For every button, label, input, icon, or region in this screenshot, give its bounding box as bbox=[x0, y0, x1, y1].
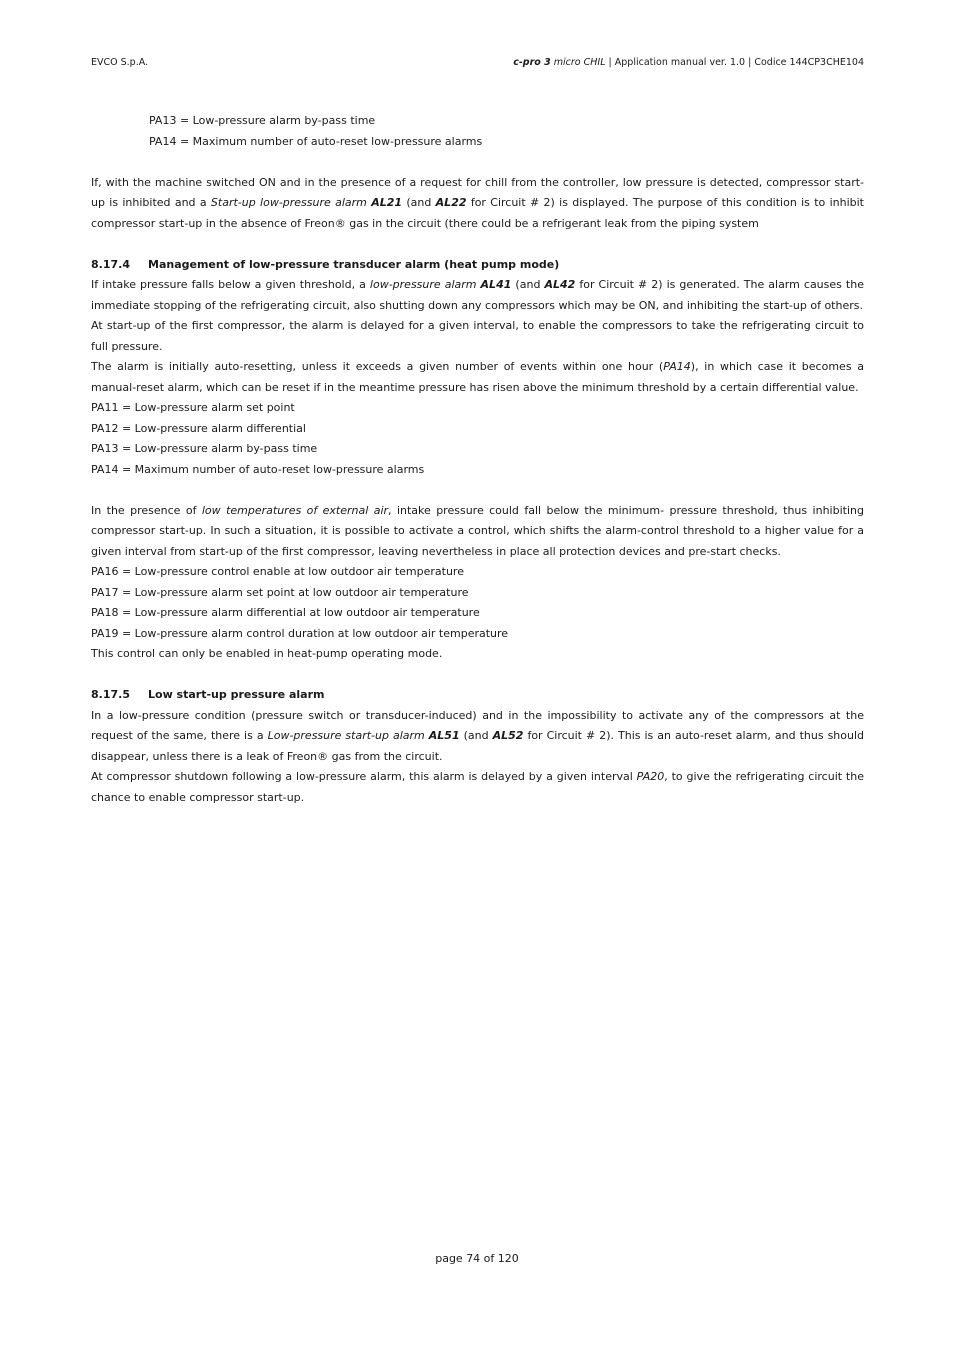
paragraph: In the presence of low temperatures of external air, intake pressure could fall below the minimum- pressure threshold, thus inhibiting compressor start-up. In such a situation, it is possible to activate a control, which shifts the alarm-control threshold to a higher value for a given interval from start-up of the first compressor, leaving nevertheless in place all protection devices and pre-start checks. bbox=[91, 503, 864, 558]
paragraph: In a low-pressure condition (pressure switch or transducer-induced) and in the impossibility to activate any of the compressors at the request of the same, there is a Low-pressure start-up alarm AL51 (and AL52 for Circuit # 2). This is an auto-reset alarm, and thus should disappear, unless there is a leak of Freon® gas from the circuit. bbox=[91, 708, 865, 763]
section-title: Low start-up pressure alarm bbox=[148, 688, 325, 701]
parameter-line: PA16 = Low-pressure control enable at low outdoor air temperature bbox=[91, 565, 464, 578]
parameter-line: PA11 = Low-pressure alarm set point bbox=[91, 401, 295, 414]
paragraph: This control can only be enabled in heat-pump operating mode. bbox=[91, 647, 443, 660]
parameter-line: PA12 = Low-pressure alarm differential bbox=[91, 421, 306, 435]
page-content bbox=[91, 111, 864, 808]
section-heading-8174 bbox=[91, 255, 864, 276]
product-variant: micro CHIL bbox=[553, 57, 606, 68]
parameter-line: PA18 = Low-pressure alarm differential at low outdoor air temperature bbox=[91, 606, 480, 619]
manual-reference bbox=[513, 56, 864, 70]
parameter-line: PA19 = Low-pressure alarm control duration at low outdoor air temperature bbox=[91, 626, 509, 640]
page-number: page 74 of 120 bbox=[435, 1252, 519, 1265]
paragraph: If intake pressure falls below a given threshold, a low-pressure alarm AL41 (and AL42 for Circuit # 2) is generated. The alarm causes the immediate stopping of the refrigerating circuit, also shutting down any compressors which may be ON, and inhibiting the start-up of others. bbox=[91, 278, 864, 312]
section-number: 8.17.5 bbox=[91, 688, 130, 701]
product-name: c-pro 3 bbox=[513, 57, 551, 68]
section-number: 8.17.4 bbox=[91, 257, 130, 271]
parameter-line: PA13 = Low-pressure alarm by-pass time bbox=[149, 114, 376, 127]
parameter-line: PA13 = Low-pressure alarm by-pass time bbox=[91, 442, 318, 455]
manual-info: | Application manual ver. 1.0 | Codice 144CP3CHE104 bbox=[605, 57, 864, 68]
company-name: EVCO S.p.A. bbox=[91, 57, 149, 68]
section-heading-8175 bbox=[91, 685, 864, 706]
parameter-line: PA14 = Maximum number of auto-reset low-pressure alarms bbox=[149, 134, 483, 148]
paragraph: At compressor shutdown following a low-pressure alarm, this alarm is delayed by a given interval PA20, to give the refrigerating circuit the chance to enable compressor start-up. bbox=[91, 770, 864, 804]
page-footer bbox=[0, 1250, 954, 1268]
paragraph: At start-up of the first compressor, the alarm is delayed for a given interval, to enable the compressors to take the refrigerating circuit to full pressure. bbox=[91, 319, 864, 353]
paragraph: The alarm is initially auto-resetting, unless it exceeds a given number of events within one hour (PA14), in which case it becomes a manual-reset alarm, which can be reset if in the meantime pressure has risen above the minimum threshold by a certain differential value. bbox=[91, 360, 864, 394]
parameter-line: PA14 = Maximum number of auto-reset low-pressure alarms bbox=[91, 462, 425, 476]
intro-paragraph: If, with the machine switched ON and in the presence of a request for chill from the controller, low pressure is detected, compressor start-up is inhibited and a Start-up low-pressure alarm AL21 (and AL22 for Circuit # 2) is displayed. The purpose of this condition is to inhibit compressor start-up in the absence of Freon® gas in the circuit (there could be a refrigerant leak from the piping system bbox=[91, 175, 864, 230]
parameter-line: PA17 = Low-pressure alarm set point at low outdoor air temperature bbox=[91, 585, 469, 599]
section-title: Management of low-pressure transducer alarm (heat pump mode) bbox=[148, 257, 560, 271]
